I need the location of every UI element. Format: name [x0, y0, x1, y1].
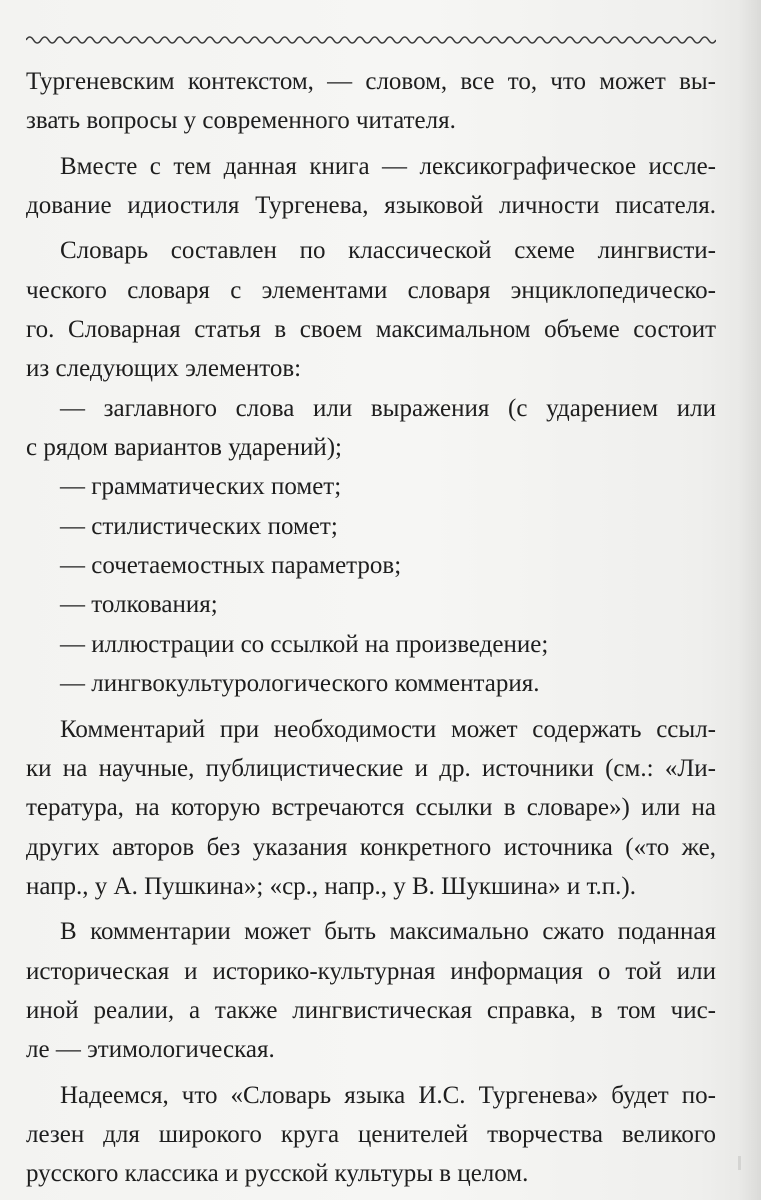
text-line: Комментарий при необходимости может содержать ссыл- — [60, 715, 716, 743]
text-line: тература, на которую встречаются ссылки в словаре») или на — [26, 794, 716, 822]
text-line: лезен для широкого круга ценителей творчества великого — [26, 1120, 716, 1148]
wavy-header-rule — [26, 30, 716, 50]
text-line: ки на научные, публицистические и др. источники (см.: «Ли- — [26, 754, 716, 782]
text-line: историческая и историко-культурная информация о той или — [26, 957, 716, 985]
text-line: других авторов без указания конкретного источника («то же, — [26, 833, 716, 861]
text-line: дование идиостиля Тургенева, языковой личности писателя. — [26, 192, 716, 220]
list-item-continuation: с рядом вариантов ударений); — [26, 434, 342, 462]
text-line: напр., у А. Пушкина»; «ср., напр., у В. Шукшина» и т.п.). — [26, 872, 636, 900]
text-line: Словарь составлен по классической схеме лингвисти- — [60, 237, 716, 265]
list-item: — грамматических помет; — [60, 473, 342, 501]
list-item: — иллюстрации со ссылкой на произведение; — [60, 630, 549, 658]
text-line: русского классика и русской культуры в целом. — [26, 1160, 529, 1188]
list-item: — стилистических помет; — [60, 512, 338, 540]
text-line: ческого словаря с элементами словаря энциклопедическо- — [26, 276, 716, 304]
text-line: ле — этимологическая. — [26, 1036, 275, 1064]
text-line: Надеемся, что «Словарь языка И.С. Тургенева» будет по- — [60, 1081, 716, 1109]
list-item: — толкования; — [60, 591, 218, 619]
text-line: из следующих элементов: — [26, 355, 302, 383]
page-body-text — [26, 62, 716, 1194]
page-gutter-shadow — [739, 0, 761, 1200]
text-line: Тургеневским контекстом, — словом, все то, что может вы- — [26, 68, 716, 95]
text-line: Вместе с тем данная книга — лексикографическое иссле- — [60, 152, 716, 180]
text-line: го. Словарная статья в своем максимальном объеме состоит — [26, 316, 716, 344]
text-line: иной реалии, а также лингвистическая справка, в том чис- — [26, 996, 716, 1024]
text-line: звать вопросы у современного читателя. — [26, 107, 456, 135]
page-edge-mark — [738, 1156, 741, 1170]
list-item: — сочетаемостных параметров; — [60, 552, 402, 580]
list-item: — заглавного слова или выражения (с ударением или — [60, 394, 716, 422]
list-item: — лингвокультурологического комментария. — [60, 670, 540, 698]
text-line: В комментарии может быть максимально сжато поданная — [60, 918, 716, 946]
